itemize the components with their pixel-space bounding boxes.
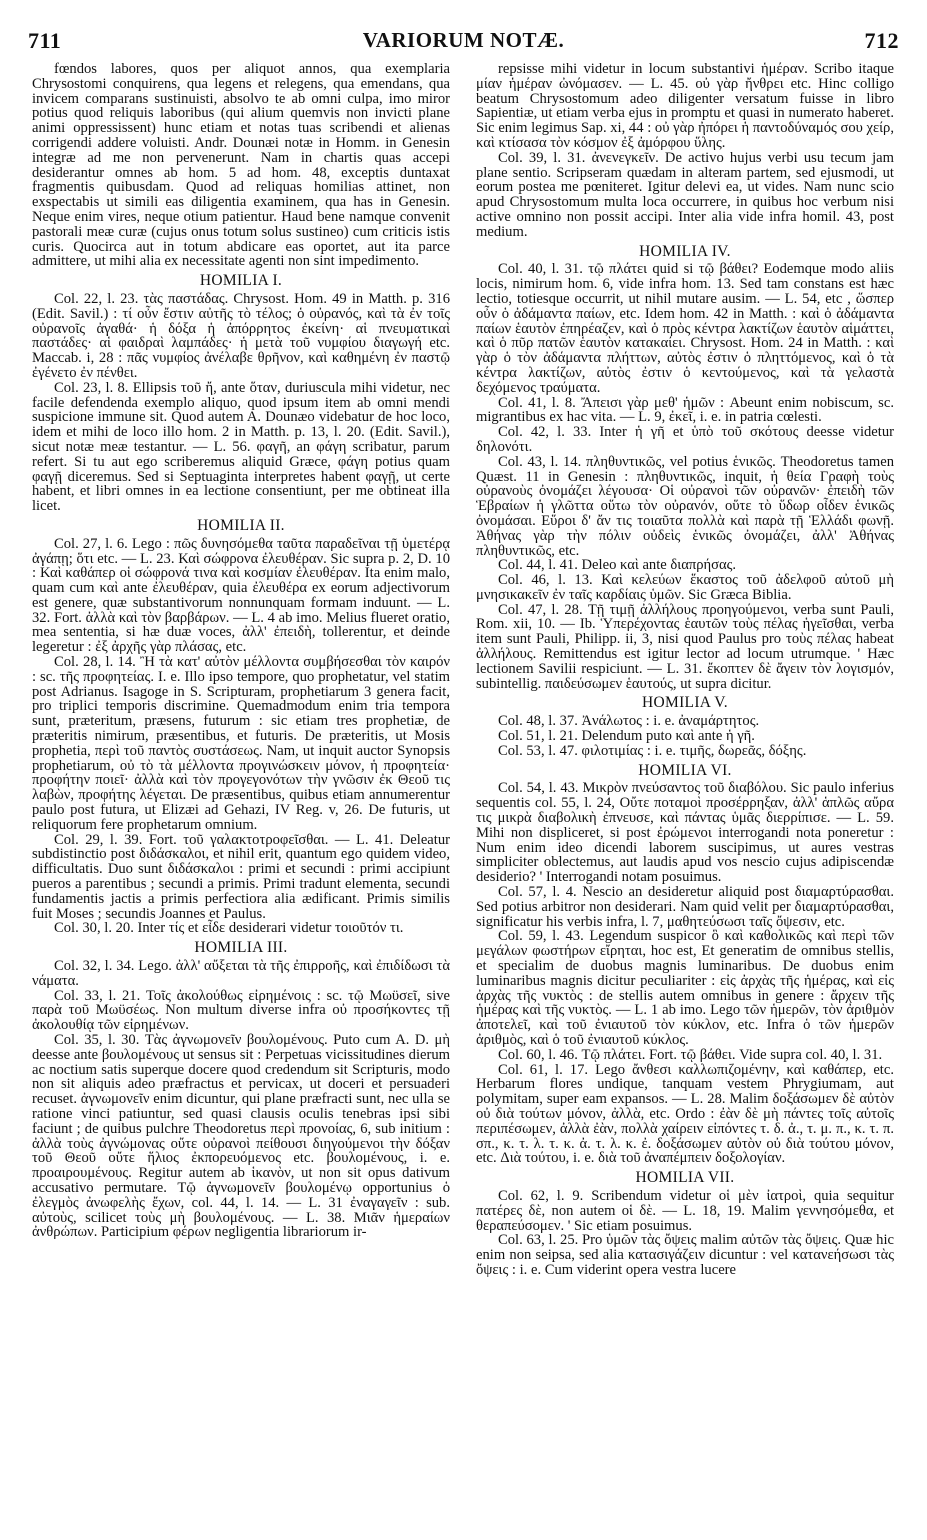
note-paragraph: Col. 27, l. 6. Lego : πῶς δυνησόμεθα ταῦτα παραδεῖναι τῇ ὑμετέρᾳ ἀγάπῃ; ὅτι etc. — L. 23. Καὶ σώφρονα ἐλευθέραν. Sic supra p. 2, D. 10 : Καὶ καθάπερ οἱ σώφρονά τινα καὶ κοσμίαν ἐλευθέραν. Ita enim malo, quam cum καὶ ante ἐλευθέραν, quia ἐλευθέρα ex eorum adjectivorum est genere, quæ substantivorum nonnunquam formam induunt. — L. 32. Fort. ἀλλὰ καὶ τὸν βαρβάρων. — L. 4 ab imo. Melius flueret oratio, mea sententia, si hæ duæ voces, ἀλλ' ἐπειδὴ, tollerentur, et deinde legeretur : ἐξ ἀρχῆς γὰρ πλάσας, etc.	[32, 535, 450, 656]
right-column	[476, 62, 894, 1532]
note-paragraph: Col. 39, l. 31. ἀνενεγκεῖν. De activo hujus verbi usu tecum jam plane sentio. Scripseram quædam in alteram partem, sed ejusmodi, ut eorum postea me pœniteret. Igitur delevi ea, ut vides. Nam nunc scio apud Chrysostomum multa loca occurrere, in quibus hoc verbum nisi active omnino non possit accipi. Inter alia vide infra homil. 43, post medium.	[476, 149, 894, 240]
note-paragraph: Col. 59, l. 43. Legendum suspicor ὃ καὶ καθολικῶς καὶ περὶ τῶν μεγάλων φωστήρων εἴρηται, hoc est, Et generatim de omnibus stellis, et specialim de duobus magnis luminaribus. De duobus enim luminaribus magnis dicitur peculiariter : εἰς ἀρχὰς τῆς ἡμέρας, καὶ εἰς ἀρχὰς τῆς νυκτὸς : de stellis autem omnibus in genere : ἄρχειν τῆς ἡμέρας καὶ τῆς νυκτὸς. — L. 1 ab imo. Lego τῶν ἡμερῶν, τὸν ἀριθμὸν ἀποτελεῖ, καὶ τοῦ ἐνιαυτοῦ τὸν κύκλον, etc. Infra ὁ τῶν ἡμερῶν ἀριθμὸς, καὶ ὁ τοῦ ἐνιαυτοῦ κύκλος.	[476, 928, 894, 1048]
note-paragraph: Col. 46, l. 13. Καὶ κελεύων ἕκαστος τοῦ ἀδελφοῦ αὐτοῦ μὴ μνησικακεῖν ἐν ταῖς καρδίαις ὑμῶν. Sic Græca Biblia.	[476, 572, 894, 603]
page-number-right: 712	[864, 28, 899, 53]
section-heading: HOMILIA VI.	[638, 761, 732, 779]
note-paragraph: fœndos labores, quos per aliquot annos, qua exemplaria Chrysostomi conquirens, qua legens et relegens, qua emendans, qua invicem comparans sustinuisti, absolvo te ab omni culpa, imo miror potius quod reliquis laboribus (qui alium quemvis non invicti plane animi oppressissent) hunc etiam et notas tuas scribendi et alienas corrigendi addere voluisti. Andr. Dounæi notæ in Homm. in Genesin integræ ad me non pervenerunt. Nam in chartis quas accepi desiderantur omnes ab hom. 5 ad hom. 48, exceptis duntaxat fragmentis quibusdam. Quod ad reliquas homilias attinet, non exspectabis ut simili eas diligentia examinem, qua has in Genesin. Neque enim vires, neque otium patientur. Haud bene namque convenit pastorali meæ curæ (cujus onus totum solus sustineo) cum criticis istis curis. Quocirca aut in totum abdicare eas oportet, aut ita parce admittere, ut mihi alia ex necessitate agenti non sint impedimento.	[32, 62, 450, 270]
left-column	[32, 62, 450, 1532]
section-heading: HOMILIA III.	[194, 939, 288, 957]
note-paragraph: Col. 57, l. 4. Nescio an desideretur aliquid post διαμαρτύρασθαι. Sed potius arbitror non desiderari. Nam quid velit per διαμαρτύρασθαι, significatur his verbis infra, l. 7, μαθητεύσωσι ταῖς ὄψεσιν, etc.	[476, 884, 894, 930]
note-paragraph: Col. 23, l. 8. Ellipsis τοῦ ἤ, ante ὅταν, duriuscula mihi videtur, nec facile defendenda exemplo aliquo, quod ipsum item ab omni mendi suspicione immune sit. Quod autem A. Dounæo videbatur de hoc loco, idem et mihi de loco illo hom. 2 in Matth. p. 13, l. 20. (Edit. Savil.), sicut notæ meæ testantur. — L. 56. φαγῆ, an φάγη scribatur, parum refert. Si tu aut ego scriberemus aliquid Græce, φάγη potius quam φαγῇ diceremus. Sed si Septuaginta interpretes habent φαγῇ, ut certe habent, et libri omnes in ea lectione consentiunt, per me obtineat illa licet.	[32, 379, 450, 515]
section-heading: HOMILIA II.	[197, 516, 285, 534]
note-paragraph: Col. 54, l. 43. Μικρὸν πνεύσαντος τοῦ διαβόλου. Sic paulo inferius sequentis col. 55, l. 24, Οὔτε ποταμοὶ προσέρρηξαν, ἀλλ' ἁπλῶς αὔρα τις μικρὰ διαβολικὴ ἐπνευσε, καὶ πάντας ὑμᾶς διερρίπισε. — L. 59. Mihi non displiceret, si post ἐρώμενοι interrogandi nota poneretur : Num enim ideo dicendi laborem suscipimus, ut aures vestras simpliciter oblectemus, aut laudis apud vos nescio cujus adipiscendæ desiderio? ' Interrogandi notam posuimus.	[476, 780, 894, 886]
note-paragraph: Col. 35, l. 30. Τὰς ἀγνωμονεῖν βουλομένους. Puto cum A. D. μὴ deesse ante βουλομένους ut sensus sit : Perpetuas vicissitudines dierum ac noctium satis superque docere quod credendum sit Scripturis, modo non sit aliquis adeo præfractus et pervicax, ut doceri et persuaderi recuset. ἀγνωμονεῖν enim dicuntur, qui plane præfracti sunt, nec ulla se ratione vinci patiuntur, sed quasi clausis oculis tenebras ipsi sibi faciunt ; de quibus pulchre Theodoretus περὶ προνοίας, 6, sub initium : ἀλλὰ τοὺς ἀγνώμονας οὔτε οὐρανοὶ πείθουσι διηγούμενοι τὴν δόξαν τοῦ Θεοῦ οὔτε ἥλιος ἐκπορευόμενος etc. βουλομένους, i. e. προαιρουμένους. Regitur autem ab ἱκανὸν, ut non sit opus dativum accusativo permutare. Τῷ ἀγνωμονεῖν βουλομένῳ opportunius ὁ ἐλεγμὸς ἀνωφελὴς ἔχων, col. 44, l. 14. — L. 31 ἐναγαγεῖν : sub. αὐτοὺς, scilicet τοὺς μὴ βουλομένους. — L. 38. Μιᾶν ἡμεραίων ἀνθρώπων. Participium φέρων negligentia librariorum ir-	[32, 1032, 450, 1241]
note-paragraph: Col. 42, l. 33. Inter ἡ γῆ et ὑπὸ τοῦ σκότους deesse videtur δηλονότι.	[476, 424, 894, 455]
note-paragraph: repsisse mihi videtur in locum substantivi ἡμέραν. Scribo itaque μίαν ἡμέραν ὠνόμασεν. — L. 45. οὐ γὰρ ἤνθρει etc. Hinc colligo beatum Chrysostomum adeo diligenter versatum fuisse in libro Sapientiæ, ut etiam verba ejus in promptu et quasi in numerato haberet. Sic enim legimus Sap. xi, 44 : οὐ γὰρ ἠπόρει ἡ παντοδύναμός σου χείρ, καὶ κτίσασα τὸν κόσμον ἐξ ἀμόρφου ὕλης.	[476, 62, 894, 151]
note-paragraph: Col. 33, l. 21. Τοῖς ἀκολούθως εἰρημένοις : sc. τῷ Μωϋσεῖ, sive παρὰ τοῦ Μωϋσέως. Non multum diverse infra οὐ προσήκοντες τῇ ἀκολουθίᾳ τῶν εἰρημένων.	[32, 987, 450, 1034]
note-paragraph: Col. 43, l. 14. πληθυντικῶς, vel potius ἑνικῶς. Theodoretus tamen Quæst. 11 in Genesin : πληθυντικῶς, inquit, ἡ θεία Γραφὴ τοὺς οὐρανοὺς ὀνομάζει λέγουσα· Οἱ οὐρανοὶ τῶν οὐρανῶν· ἐπειδὴ τῶν Ἑβραίων ἡ γλῶττα οὕτω τὸν οὐρανόν, οὕτε τὸ ὕδωρ οἶδεν ἑνικῶς ὀνομάσαι. Εὕροι δ' ἄν τις τοιαῦτα πολλὰ καὶ παρὰ τῇ Ἑλλάδι φωνῇ. Ἀθήνας γὰρ τὴν πόλιν οὐδεὶς ἑνικῶς ὀνομάζει, ἀλλ' Ἀθήνας πληθυντικῶς, etc.	[476, 453, 894, 559]
note-paragraph: Col. 63, l. 25. Pro ὑμῶν τὰς ὄψεις malim αὐτῶν τὰς ὄψεις. Quæ hic enim non seipsa, sed alia κατασιγάζειν dicuntur : vel κατανεήσωσι τὰς ὄψεις : i. e. Cum viderint opera vestra lucere	[476, 1232, 894, 1278]
section-heading: HOMILIA VII.	[635, 1169, 735, 1187]
note-paragraph: Col. 29, l. 39. Fort. τοῦ γαλακτοτροφεῖσθαι. — L. 41. Deleatur subdistinctio post διδάσκαλοι, et nihil erit, quantum ego quidem video, difficultatis. Duo sunt διδάσκαλοι : primi et secundi : primi accipiunt pueros a parentibus ; secundi a primis. Primi tradunt elementa, secundi fundamentis jactis a primis perfectiora alia ædificant. Primis similis fuit Moses ; secundis Joannes et Paulus.	[32, 831, 450, 922]
running-title: VARIORUM NOTÆ.	[362, 28, 565, 52]
section-heading: HOMILIA IV.	[639, 242, 731, 260]
page-header	[28, 28, 899, 62]
note-paragraph: Col. 30, l. 20. Inter τίς et εἶδε desiderari videtur τοιοῦτόν τι.	[54, 920, 404, 937]
section-heading: HOMILIA V.	[642, 694, 728, 712]
note-paragraph: Col. 48, l. 37. Ἀνάλωτος : i. e. ἀναμάρτητος.	[498, 713, 760, 730]
note-paragraph: Col. 60, l. 46. Τῷ πλάτει. Fort. τῷ βάθει. Vide supra col. 40, l. 31.	[498, 1046, 883, 1063]
section-heading: HOMILIA I.	[199, 272, 283, 290]
note-paragraph: Col. 61, l. 17. Lego ἄνθεσι καλλωπιζομένην, καὶ καθάπερ, etc. Herbarum flores undique, tanquam vestem Phrygiumam, aut polymitam, super eam expansos. — L. 28. Malim δοξάσωμεν δὲ αὐτὸν οὐ διὰ τούτων μόνον, ἀλλὰ, etc. Ordo : ἐὰν δὲ μὴ πάντες τοῖς αὐτοῖς περιπέσωμεν, ἀλλὰ ἐὰν, πολλὰ χαίρειν εἰπόντες τ. δ. ἀ., τ. μ. π., κ. τ. π. σπ., κ. τ. λ. τ. κ. ἀ. τ. λ. κ. ἐ. δοξάσωμεν αὐτὸν οὐ διὰ τούτου μόνον, etc. Διὰ τούτου, i. e. διὰ τοῦ ἀναπέμπειν δοξολογίαν.	[476, 1061, 894, 1167]
note-paragraph: Col. 32, l. 34. Lego. ἀλλ' αὔξεται τὰ τῆς ἐπιρροῆς, καὶ ἐπιδίδωσι τὰ νάματα.	[32, 958, 450, 989]
note-paragraph: Col. 62, l. 9. Scribendum videtur οἱ μὲν ἰατροὶ, quia sequitur πατέρες δὲ, non autem οἱ δὲ. — L. 18, 19. Malim γεννησόμεθα, et θεραπεύσομεν. ' Sic etiam posuimus.	[476, 1187, 894, 1234]
note-paragraph: Col. 44, l. 41. Deleo καὶ ante διαπρήσας.	[498, 557, 737, 574]
note-paragraph: Col. 28, l. 14. Ἢ τὰ κατ' αὐτὸν μέλλοντα συμβήσεσθαι τὸν καιρόν : sc. τῆς προφητείας. I. e. Illo ipso tempore, quo prophetatur, vel statim post Adrianus. Isagoge in S. Scripturam, prophetiarum 3 genera facit, pro triplici temporis discrimine. Quemadmodum enim tria tempora sunt, præteritum, præsens, futurum : sic etiam tres prophetiæ, de præteritis nimirum, præsentibus, et futuris. De præteritis, ut Mosis prophetia, περὶ τοῦ παντὸς συστάσεως. Nam, ut inquit auctor Synopsis prophetiarum, οὐ τὸ τὰ μέλλοντα προγινώσκειν μόνον, ἡ προφητεία· προφήτην ποιεῖ· ἀλλὰ καὶ τὸν προγεγονότων τὴν γνῶσιν ἐκ Θεοῦ τις λαβὼν, προφήτης λέγεται. De præsentibus, quibus etiam annumerentur paulo post futura, ut Elizæi ad Gehazi, IV Reg. v, 26. De futuris, ut reliquorum fere prophetarum omnium.	[32, 654, 450, 833]
note-paragraph: Col. 47, l. 28. Τῇ τιμῇ ἀλλήλους προηγούμενοι, verba sunt Pauli, Rom. xii, 10. — Ib. Ὑπερέχοντας ἑαυτῶν τοὺς πέλας ἡγεῖσθαι, verba item sunt Pauli, Philipp. ii, 3, nisi quod Paulus pro τοὺς πέλας habeat ἀλλήλους. Remittendus est igitur lector ad locum utrumque. ' Hæc lectionem Savilii respiciunt. — L. 31. ἔκοπτεν δὲ ἄγειν τὸν λογισμόν, subintellig. παιδεύσωμεν ἑαυτούς, ut supra dicitur.	[476, 601, 894, 692]
note-paragraph: Col. 53, l. 47. φιλοτιμίας : i. e. τιμῆς, δωρεᾶς, δόξης.	[498, 742, 807, 759]
note-paragraph: Col. 41, l. 8. Ἄπεισι γὰρ μεθ' ἡμῶν : Abeunt enim nobiscum, sc. migrantibus ex hac vita. — L. 9, ἐκεῖ, i. e. in patria cœlesti.	[476, 394, 894, 426]
note-paragraph: Col. 40, l. 31. τῷ πλάτει quid si τῷ βάθει? Eodemque modo aliis locis, nimirum hom. 6, vide infra hom. 13. Sed tam constans est hæc lectio, totiesque occurrit, ut nihil mutare ausim. — L. 54, etc , ὥσπερ οὖν ὁ ἀδάμαντα παίων, etc. Idem hom. 42 in Matth. : καὶ ὁ ἀδάμαντα παίων ἑαυτὸν ἐπηρέαζεν, καὶ ὁ πρὸς κέντρα λακτίζων ἑαυτὸν αἱμάττει, καὶ ὁ πῦρ πατῶν ἑαυτὸν κατακαίει. Chrysost. Hom. 24 in Matth. : καὶ γὰρ ὁ τὸν ἀδάμαντα πλήττων, αὐτὸς ἐστιν ὁ πληττόμενος, καὶ ὁ τὰ κέντρα λακτίζων, αὐτὸς ἐστιν ὁ κεντούμενος, καὶ τὰ γελαστὰ δεχόμενος τραύματα.	[476, 261, 894, 396]
note-paragraph: Col. 22, l. 23. τὰς παστάδας. Chrysost. Hom. 49 in Matth. p. 316 (Edit. Savil.) : τί οὖν ἔστιν αὐτῆς τὸ τέλος; ὁ οὐρανός, καὶ τὰ ἐν τοῖς οὐρανοῖς ἀγαθά· ἡ δόξα ἡ ἀπόρρητος ἐκείνη· αἱ πνευματικαὶ παστάδες· αἱ φαιδραὶ λαμπάδες· ἡ μετὰ τοῦ νυμφίου διαγωγή etc. Maccab. i, 28 : πᾶς νυμφίος ἀνέλαβε θρῆνον, καὶ καθημένη ἐν παστῷ ἐγένετο ἐν πένθει.	[32, 290, 450, 381]
note-paragraph: Col. 51, l. 21. Delendum puto καὶ ante ἡ γῆ.	[498, 728, 755, 745]
page-number-left: 711	[28, 28, 62, 53]
